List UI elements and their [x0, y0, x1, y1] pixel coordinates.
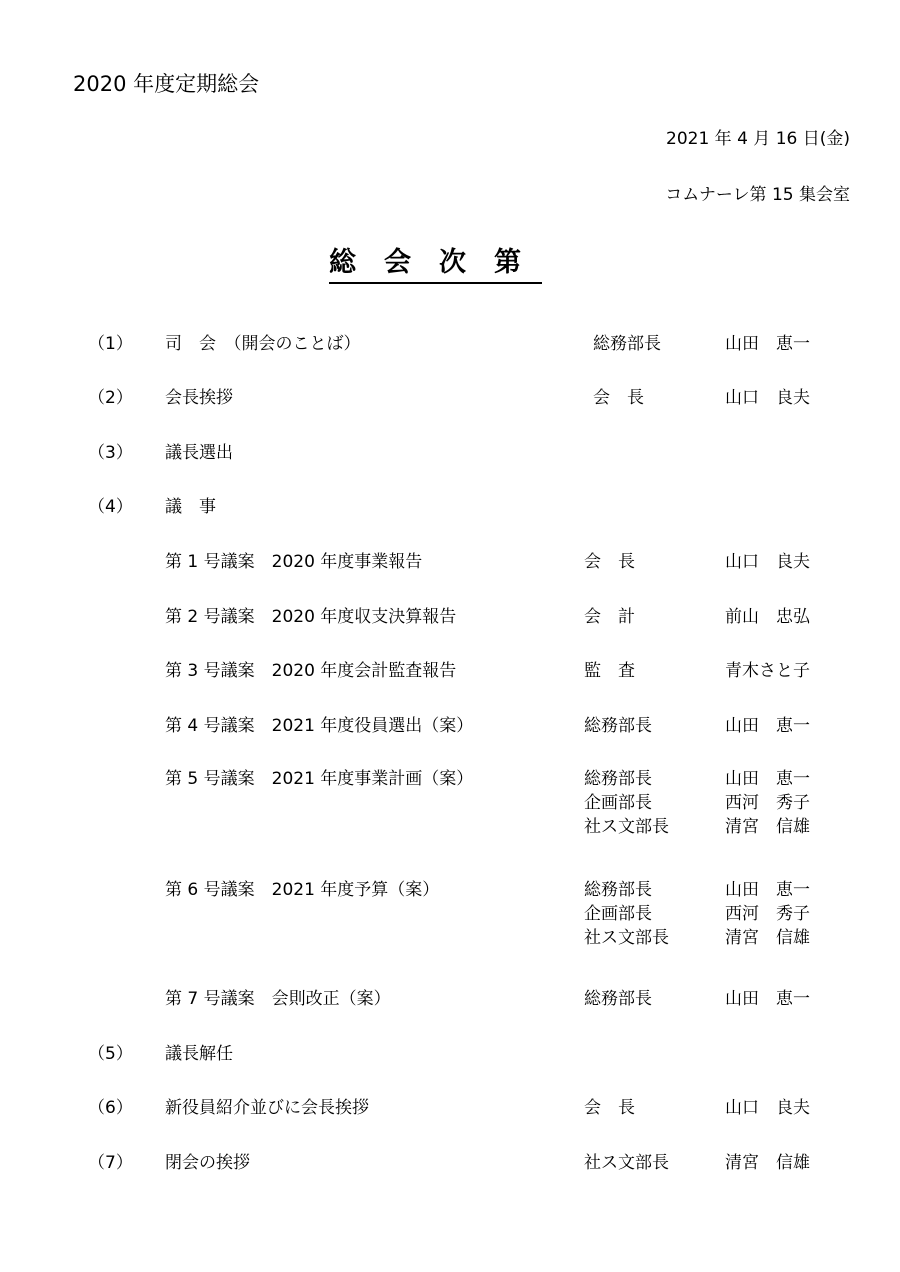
meeting-heading: 2020 年度定期総会 — [73, 72, 260, 96]
agenda-item: 司 会 （開会のことば） — [165, 334, 361, 354]
bill-role: 会 計 — [584, 607, 635, 627]
bill-role: 会 長 — [584, 552, 635, 572]
title-char: 第 — [494, 247, 521, 278]
bill-role: 社ス文部長 — [584, 928, 669, 948]
agenda-person: 清宮 信雄 — [725, 1153, 810, 1173]
title-char: 会 — [384, 247, 411, 278]
bill-person: 清宮 信雄 — [725, 817, 810, 837]
agenda-item: 会長挨拶 — [165, 388, 233, 408]
bill-title: 第 1 号議案 2020 年度事業報告 — [165, 552, 423, 572]
bill-person: 山田 恵一 — [725, 880, 810, 900]
bill-role: 企画部長 — [584, 793, 652, 813]
bill-person: 前山 忠弘 — [725, 607, 810, 627]
bill-title: 第 4 号議案 2021 年度役員選出（案） — [165, 716, 474, 736]
bill-person: 西河 秀子 — [725, 793, 810, 813]
bill-role: 企画部長 — [584, 904, 652, 924]
agenda-item: 新役員紹介並びに会長挨拶 — [165, 1098, 369, 1118]
bill-role: 総務部長 — [584, 769, 652, 789]
bill-roles — [584, 878, 669, 950]
agenda-number: （5） — [88, 1044, 133, 1064]
agenda-person: 山口 良夫 — [725, 388, 810, 408]
title-char: 総 — [329, 247, 356, 278]
bill-title: 第 6 号議案 2021 年度予算（案） — [165, 880, 440, 900]
bill-person: 清宮 信雄 — [725, 928, 810, 948]
bill-person: 山田 恵一 — [725, 769, 810, 789]
bill-person: 山田 恵一 — [725, 989, 810, 1009]
agenda-role: 会 長 — [593, 388, 644, 408]
document-title — [329, 240, 542, 279]
agenda-number: （1） — [88, 334, 133, 354]
bill-title: 第 2 号議案 2020 年度収支決算報告 — [165, 607, 457, 627]
agenda-role: 総務部長 — [593, 334, 661, 354]
agenda-item: 議長選出 — [165, 443, 233, 463]
bill-title: 第 3 号議案 2020 年度会計監査報告 — [165, 661, 457, 681]
bill-person: 山口 良夫 — [725, 552, 810, 572]
agenda-number: （4） — [88, 497, 133, 517]
bill-role: 総務部長 — [584, 716, 652, 736]
bill-title: 第 5 号議案 2021 年度事業計画（案） — [165, 769, 474, 789]
bill-role: 総務部長 — [584, 989, 652, 1009]
agenda-item: 議長解任 — [165, 1044, 233, 1064]
agenda-number: （3） — [88, 443, 133, 463]
title-char: 次 — [439, 247, 466, 278]
bill-person: 西河 秀子 — [725, 904, 810, 924]
agenda-person: 山口 良夫 — [725, 1098, 810, 1118]
bill-persons — [725, 878, 810, 950]
bill-roles — [584, 767, 669, 839]
bill-role: 監 査 — [584, 661, 635, 681]
bill-role: 総務部長 — [584, 880, 652, 900]
agenda-number: （7） — [88, 1153, 133, 1173]
agenda-item: 議 事 — [165, 497, 216, 517]
agenda-number: （2） — [88, 388, 133, 408]
bill-role: 社ス文部長 — [584, 817, 669, 837]
meeting-venue: コムナーレ第 15 集会室 — [665, 185, 850, 205]
bill-person: 山田 恵一 — [725, 716, 810, 736]
agenda-role: 会 長 — [584, 1098, 635, 1118]
bill-title: 第 7 号議案 会則改正（案） — [165, 989, 391, 1009]
title-underline — [329, 282, 542, 284]
bill-person: 青木さと子 — [725, 661, 810, 681]
agenda-role: 社ス文部長 — [584, 1153, 669, 1173]
agenda-item: 閉会の挨拶 — [165, 1153, 250, 1173]
agenda-person: 山田 恵一 — [725, 334, 810, 354]
meeting-date: 2021 年 4 月 16 日(金) — [666, 129, 850, 149]
bill-persons — [725, 767, 810, 839]
agenda-number: （6） — [88, 1098, 133, 1118]
